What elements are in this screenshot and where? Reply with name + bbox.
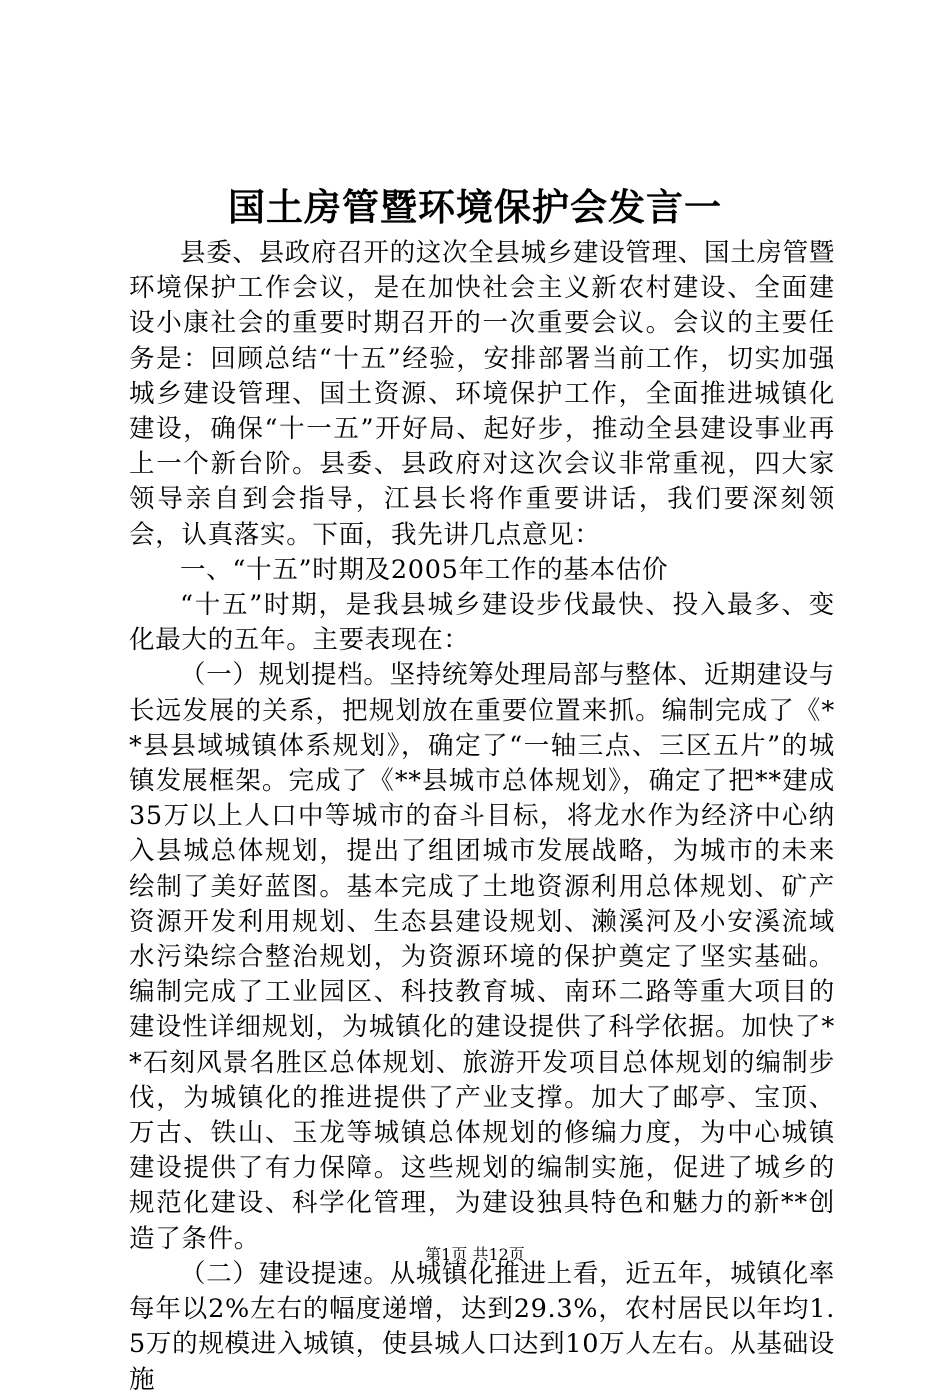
document-title: 国土房管暨环境保护会发言一 [228,185,722,229]
paragraph-construction: （二）建设提速。从城镇化推进上看，近五年，城镇化率每年以2%左右的幅度递增，达到29.3%，农村居民以年均1.5万的规模进入城镇，使县城人口达到10万人左右。从基础设施 [129,1258,836,1395]
paragraph-summary: “十五”时期，是我县城乡建设步伐最快、投入最多、变化最大的五年。主要表现在： [129,590,835,656]
paragraph-intro: 县委、县政府召开的这次全县城乡建设管理、国土房管暨环境保护工作会议，是在加快社会主义新农村建设、全面建设小康社会的重要时期召开的一次重要会议。会议的主要任务是：回顾总结“十五”经验，安排部署当前工作，切实加强城乡建设管理、国土资源、环境保护工作，全面推进城镇化建设，确保“十一五”开好局、起好步，推动全县建设事业再上一个新台阶。县委、县政府对这次会议非常重视，四大家领导亲自到会指导，江县长将作重要讲话，我们要深刻领会，认真落实。下面，我先讲几点意见： [129,238,836,550]
document-body [129,236,835,1398]
section-heading: 一、“十五”时期及2005年工作的基本估价 [180,554,669,585]
paragraph-planning: （一）规划提档。坚持统筹处理局部与整体、近期建设与长远发展的关系，把规划放在重要位置来抓。编制完成了《**县县域城镇体系规划》，确定了“一轴三点、三区五片”的城镇发展框架。完成了《**县城市总体规划》，确定了把**建成35万以上人口中等城市的奋斗目标，将龙水作为经济中心纳入县城总体规划，提出了组团城市发展战略，为城市的未来绘制了美好蓝图。基本完成了土地资源利用总体规划、矿产资源开发利用规划、生态县建设规划、濑溪河及小安溪流域水污染综合整治规划，为资源环境的保护奠定了坚实基础。编制完成了工业园区、科技教育城、南环二路等重大项目的建设性详细规划，为城镇化的建设提供了科学依据。加快了**石刻风景名胜区总体规划、旅游开发项目总体规划的编制步伐，为城镇化的推进提供了产业支撑。加大了邮亭、宝顶、万古、铁山、玉龙等城镇总体规划的修编力度，为中心城镇建设提供了有力保障。这些规划的编制实施，促进了城乡的规范化建设、科学化管理，为建设独具特色和魅力的新**创造了条件。 [129,660,836,1254]
page-footer: 第1页 共12页 [425,1245,525,1264]
